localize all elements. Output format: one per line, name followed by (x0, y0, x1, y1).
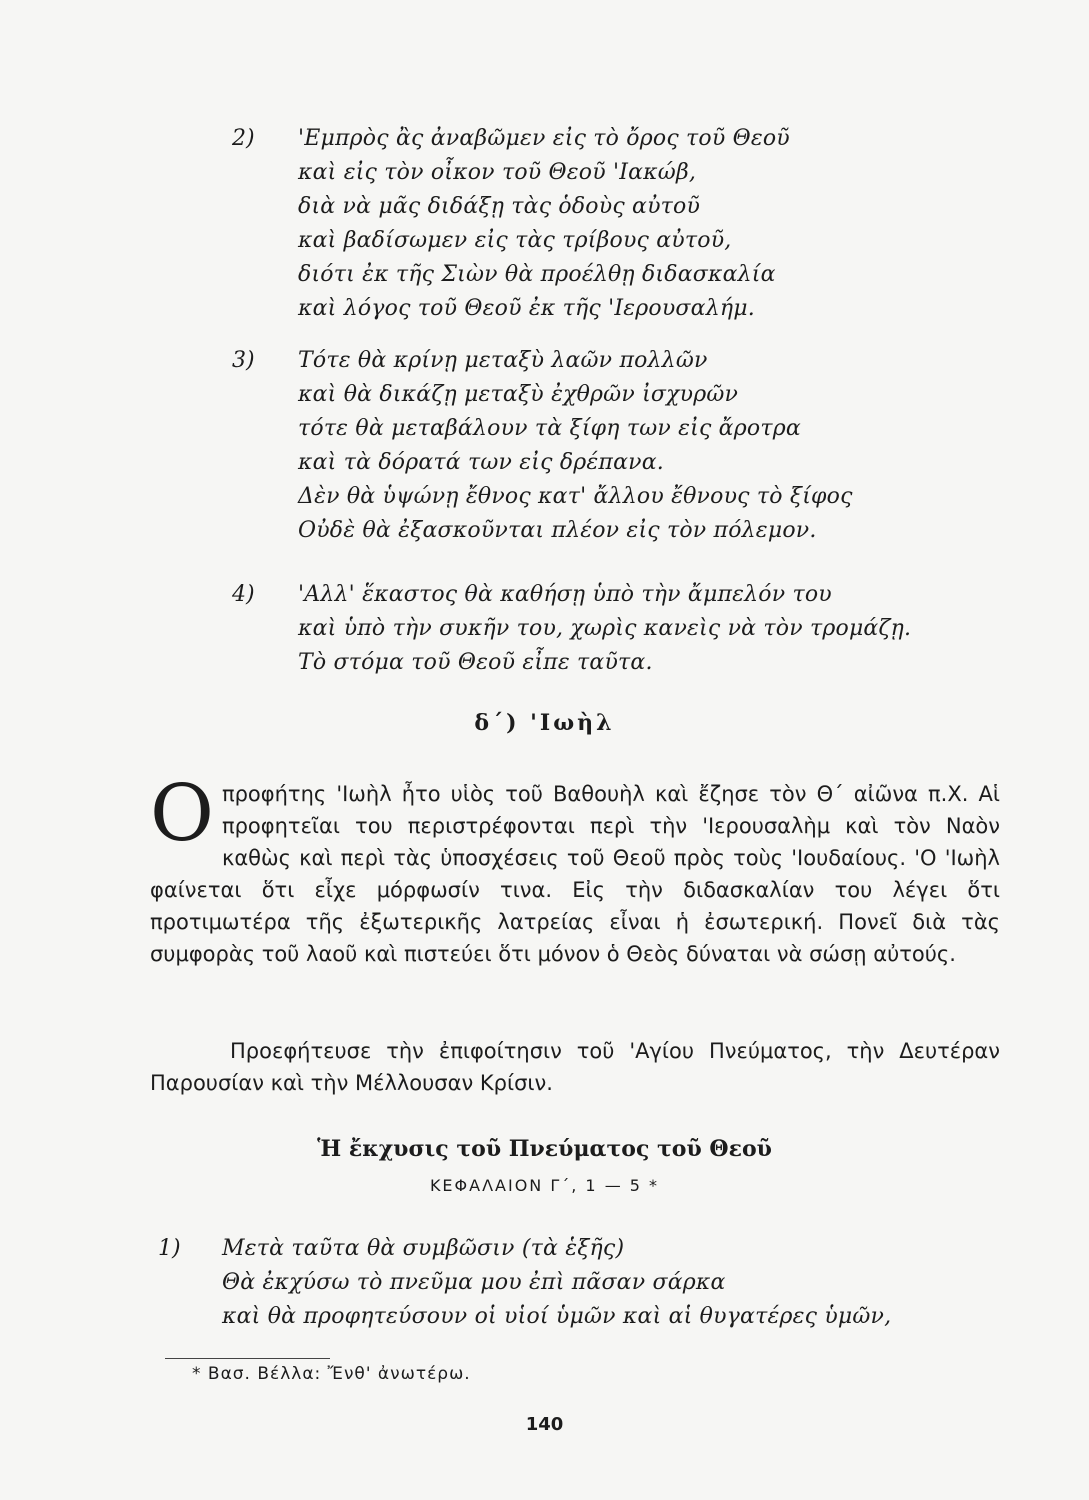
footnote-divider (165, 1358, 330, 1359)
section-heading: δ΄) 'Ιωὴλ (474, 710, 615, 736)
verse-line: διὰ νὰ μᾶς διδάξῃ τὰς ὁδοὺς αὐτοῦ (298, 194, 701, 219)
verse-line: καὶ θὰ δικάζῃ μεταξὺ ἐχθρῶν ἰσχυρῶν (298, 382, 739, 407)
verse-line: Τὸ στόμα τοῦ Θεοῦ εἶπε ταῦτα. (298, 650, 653, 675)
verse-line: 'Αλλ' ἕκαστος θὰ καθήσῃ ὑπὸ τὴν ἄμπελόν του (298, 582, 832, 607)
verse-line: καὶ εἰς τὸν οἶκον τοῦ Θεοῦ 'Ιακώβ, (298, 160, 697, 185)
verse-line: καὶ βαδίσωμεν εἰς τὰς τρίβους αὐτοῦ, (298, 228, 732, 253)
verse-line: 'Εμπρὸς ἂς ἀναβῶμεν εἰς τὸ ὄρος τοῦ Θεοῦ (298, 126, 790, 151)
verse-line: Θὰ ἐκχύσω τὸ πνεῦμα μου ἐπὶ πᾶσαν σάρκα (222, 1270, 726, 1295)
paragraph-text: προφήτης 'Ιωὴλ ἦτο υἱὸς τοῦ Βαθουὴλ καὶ ἔζησε τὸν Θ΄ αἰῶνα π.Χ. Αἱ προφητεῖαι του περιστρέφονται περὶ τὴν 'Ιερουσαλὴμ καὶ τὸν Ναὸν καθὼς καὶ περὶ τὰς ὑποσχέσεις τοῦ Θεοῦ πρὸς τοὺς 'Ιουδαίους. 'Ο 'Ιωὴλ φαίνεται ὅτι εἶχε μόρφωσίν τινα. Εἰς τὴν διδασκαλίαν του λέγει ὅτι προτιμωτέρα τῆς ἐξωτερικῆς λατρείας εἶναι ἡ ἐσωτερική. Πονεῖ διὰ τὰς συμφορὰς τοῦ λαοῦ καὶ πιστεύει ὅτι μόνον ὁ Θεὸς δύναται νὰ σώσῃ αὐτούς. (150, 782, 1000, 966)
verse-line: καὶ λόγος τοῦ Θεοῦ ἐκ τῆς 'Ιερουσαλήμ. (298, 296, 755, 321)
verse-number: 4) (232, 582, 255, 607)
verse-line: Οὐδὲ θὰ ἐξασκοῦνται πλέον εἰς τὸν πόλεμον. (298, 518, 817, 543)
verse-line: καὶ θὰ προφητεύσουν οἱ υἱοί ὑμῶν καὶ αἱ θυγατέρες ὑμῶν, (222, 1304, 892, 1329)
verse-line: διότι ἐκ τῆς Σιὼν θὰ προέλθῃ διδασκαλία (298, 262, 776, 287)
chapter-reference: ΚΕΦΑΛΑΙΟΝ Γ΄, 1 — 5 * (429, 1176, 660, 1195)
verse-line: τότε θὰ μεταβάλουν τὰ ξίφη των εἰς ἄροτρα (298, 416, 801, 441)
paragraph-joel-intro (150, 769, 1000, 970)
verse-lines (298, 122, 790, 326)
page-number: 140 (525, 1414, 564, 1435)
verse-number: 1) (158, 1236, 181, 1261)
paragraph-prophecy: Προεφήτευσε τὴν ἐπιφοίτησιν τοῦ 'Αγίου Πνεύματος, τὴν Δευτέραν Παρουσίαν καὶ τὴν Μέλλουσαν Κρίσιν. (150, 1039, 1000, 1095)
verse-line: Δὲν θὰ ὑψώνῃ ἔθνος κατ' ἄλλου ἔθνους τὸ ξίφος (298, 484, 853, 509)
verse-lines (222, 1232, 891, 1334)
verse-line: καὶ ὑπὸ τὴν συκῆν του, χωρὶς κανεὶς νὰ τὸν τρομάζῃ. (298, 616, 912, 641)
verse-lines (298, 578, 911, 680)
verse-number: 2) (232, 126, 255, 151)
verse-lines (298, 344, 853, 548)
footnote: * Βασ. Βέλλα: Ἔνθ' ἀνωτέρω. (192, 1364, 471, 1384)
verse-line: καὶ τὰ δόρατά των εἰς δρέπανα. (298, 450, 664, 475)
drop-cap: Ο (150, 769, 214, 859)
sub-heading: Ἡ ἔκχυσις τοῦ Πνεύματος τοῦ Θεοῦ (317, 1136, 772, 1162)
verse-line: Μετὰ ταῦτα θὰ συμβῶσιν (τὰ ἑξῆς) (222, 1236, 625, 1261)
verse-line: Τότε θὰ κρίνῃ μεταξὺ λαῶν πολλῶν (298, 348, 708, 373)
verse-number: 3) (232, 348, 255, 373)
